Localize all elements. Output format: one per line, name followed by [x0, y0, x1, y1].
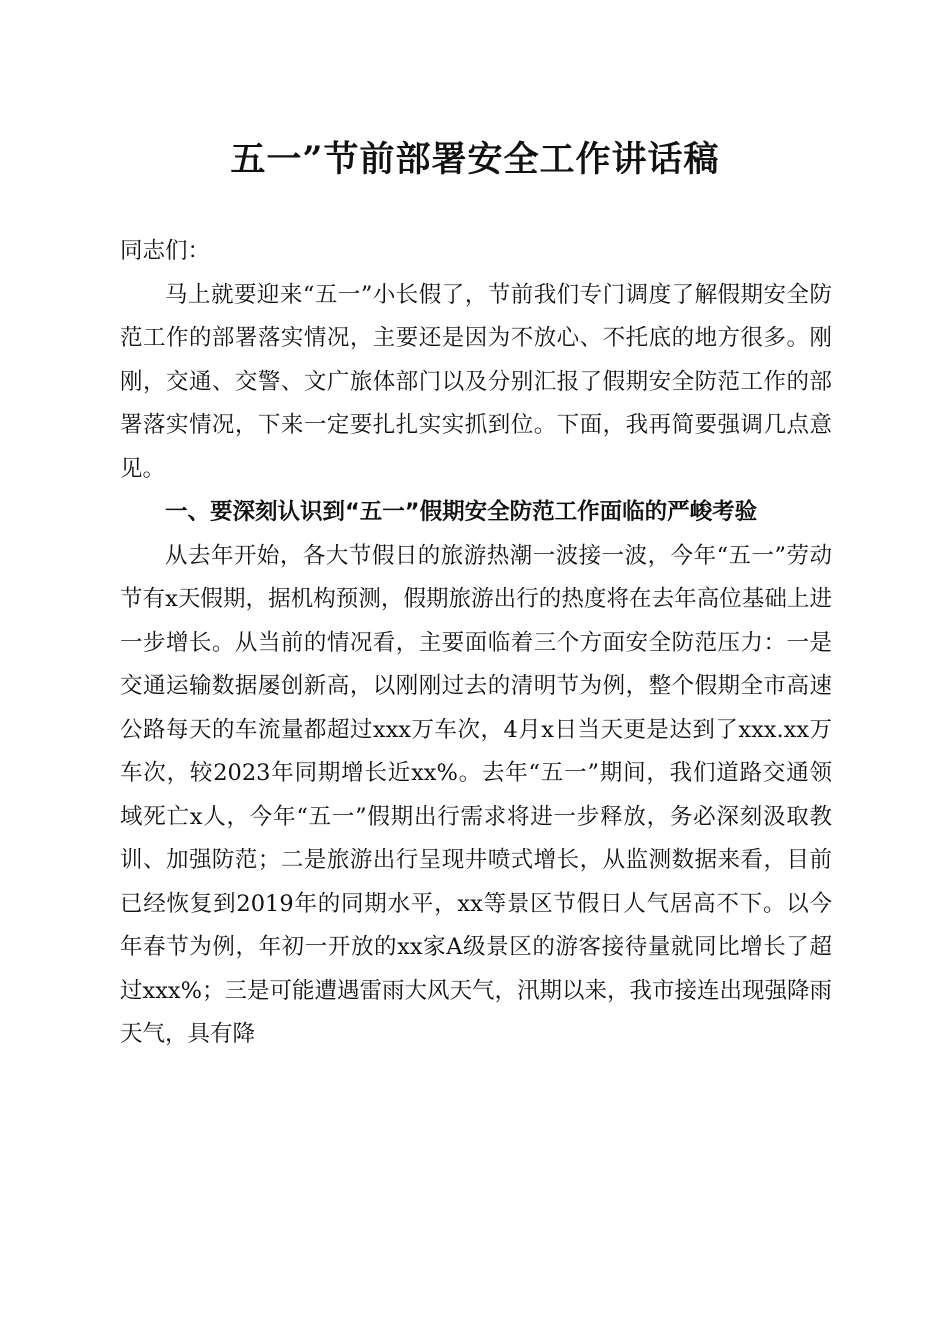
salutation: 同志们： — [120, 238, 211, 264]
document-title: 五一”节前部署安全工作讲话稿 — [230, 139, 720, 180]
section-paragraph: 从去年开始，各大节假日的旅游热潮一波接一波，今年“五一”劳动节有x天假期，据机构预测，假期旅游出行的热度将在去年高位基础上进一步增长。从当前的情况看，主要面临着三个方面安全防范压力：一是交通运输数据屡创新高，以刚刚过去的清明节为例，整个假期全市高速公路每天的车流量都超过xxx万车次，4月x日当天更是达到了xxx.xx万车次，较2023年同期增长近xx%。去年“五一”期间，我们道路交通领域死亡x人，今年“五一”假期出行需求将进一步释放，务必深刻汲取教训、加强防范；二是旅游出行呈现井喷式增长，从监测数据来看，目前已经恢复到2019年的同期水平，xx等景区节假日人气居高不下。以今年春节为例，年初一开放的xx家A级景区的游客接待量就同比增长了超过xxx%；三是可能遭遇雷雨大风天气，汛期以来，我市接连出现强降雨天气，具有降 — [120, 542, 832, 1047]
section-heading: 一、要深刻认识到“五一”假期安全防范工作面临的严峻考验 — [165, 499, 758, 525]
intro-paragraph: 马上就要迎来“五一”小长假了，节前我们专门调度了解假期安全防范工作的部署落实情况，主要还是因为不放心、不托底的地方很多。刚刚，交通、交警、文广旅体部门以及分别汇报了假期安全防范工作的部署落实情况，下来一定要扎扎实实抓到位。下面，我再简要强调几点意见。 — [120, 281, 832, 482]
document-body — [120, 230, 832, 1057]
